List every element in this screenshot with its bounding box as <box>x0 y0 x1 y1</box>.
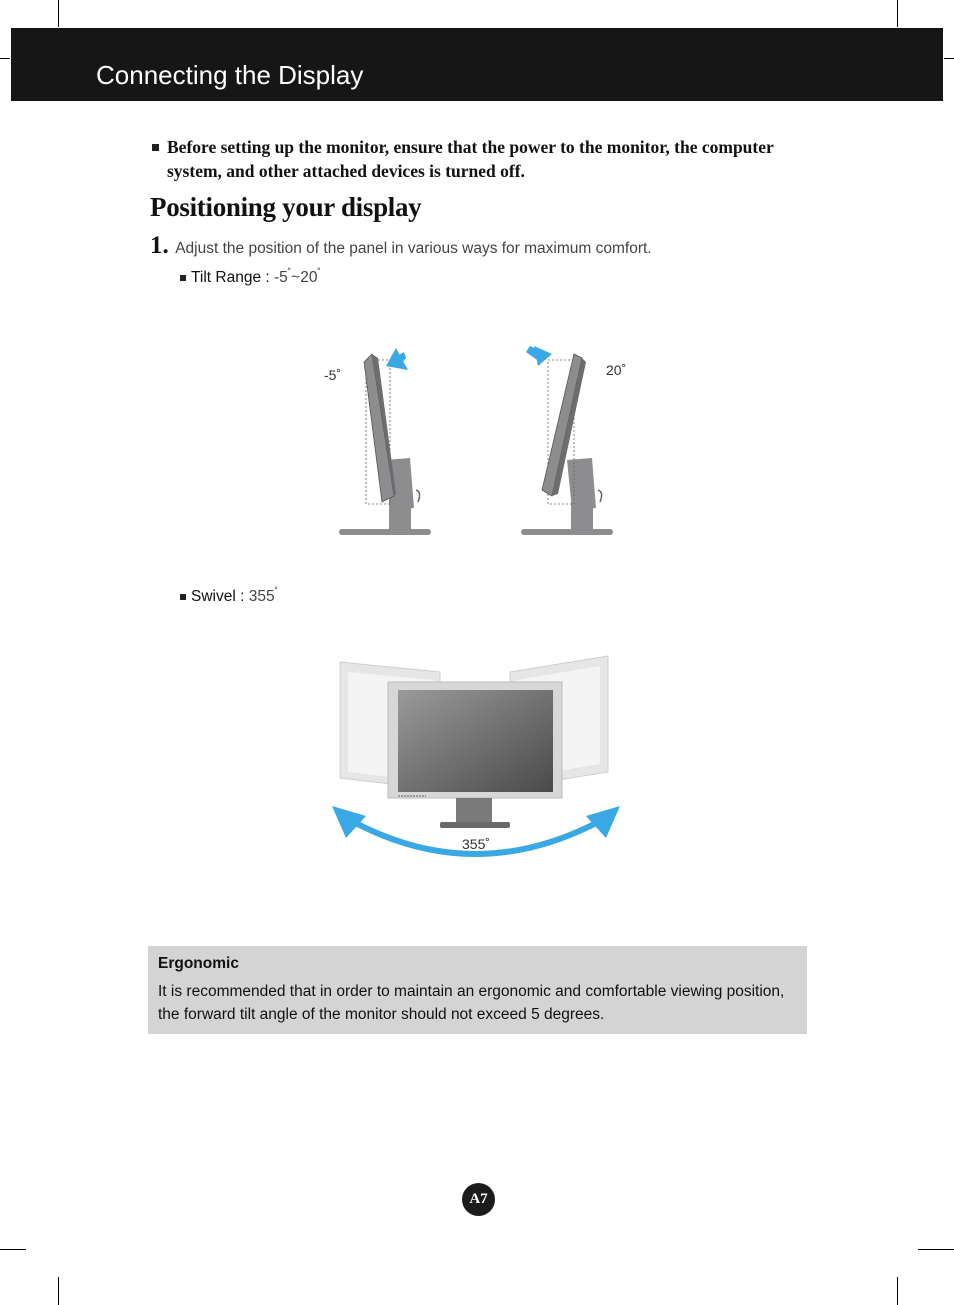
power-warning-text: Before setting up the monitor, ensure that the power to the monitor, the computer system, and other attached devices is turned off. <box>167 137 774 181</box>
tilt-separator: ~ <box>291 269 301 286</box>
crop-mark <box>897 1277 898 1305</box>
page-title: Connecting the Display <box>96 60 364 90</box>
tilt-max: 20 <box>300 269 318 286</box>
swivel-value: 355 <box>248 588 275 605</box>
crop-mark <box>0 1249 26 1250</box>
bullet-square-icon <box>180 275 186 281</box>
tilt-forward-label: 20˚ <box>606 362 627 378</box>
degree-symbol: ˚ <box>317 268 321 279</box>
degree-symbol: ˚ <box>274 587 278 598</box>
crop-mark <box>944 58 954 59</box>
step-text: Adjust the position of the panel in various ways for maximum comfort. <box>175 240 652 257</box>
ergonomic-note <box>148 946 807 1034</box>
power-warning <box>150 135 810 183</box>
tilt-range-bullet <box>180 268 321 287</box>
swivel-illustration <box>330 650 630 865</box>
tilt-back-illustration <box>330 340 440 540</box>
step-1 <box>150 232 652 260</box>
crop-mark <box>58 0 59 27</box>
tilt-min: -5 <box>274 269 288 286</box>
tilt-range-label: Tilt Range : <box>191 269 274 286</box>
degree-symbol: ˚ <box>287 268 292 279</box>
crop-mark <box>897 0 898 27</box>
tilt-back-label: -5˚ <box>324 367 342 383</box>
crop-mark <box>0 58 10 59</box>
crop-mark <box>918 1249 954 1250</box>
swivel-bullet <box>180 587 278 606</box>
crop-mark <box>58 1277 59 1305</box>
swivel-label: Swivel : <box>191 588 249 605</box>
bullet-square-icon <box>180 594 186 600</box>
ergonomic-note-title: Ergonomic <box>158 955 239 972</box>
step-number: 1. <box>150 232 169 259</box>
bullet-square-icon <box>152 144 159 151</box>
section-title: Positioning your display <box>150 192 422 222</box>
swivel-angle-label: 355˚ <box>462 836 491 852</box>
page-number-badge: A7 <box>462 1183 495 1216</box>
ergonomic-note-body: It is recommended that in order to maintain an ergonomic and comfortable viewing position, the forward tilt angle of the monitor should not exceed 5 degrees. <box>158 983 785 1023</box>
